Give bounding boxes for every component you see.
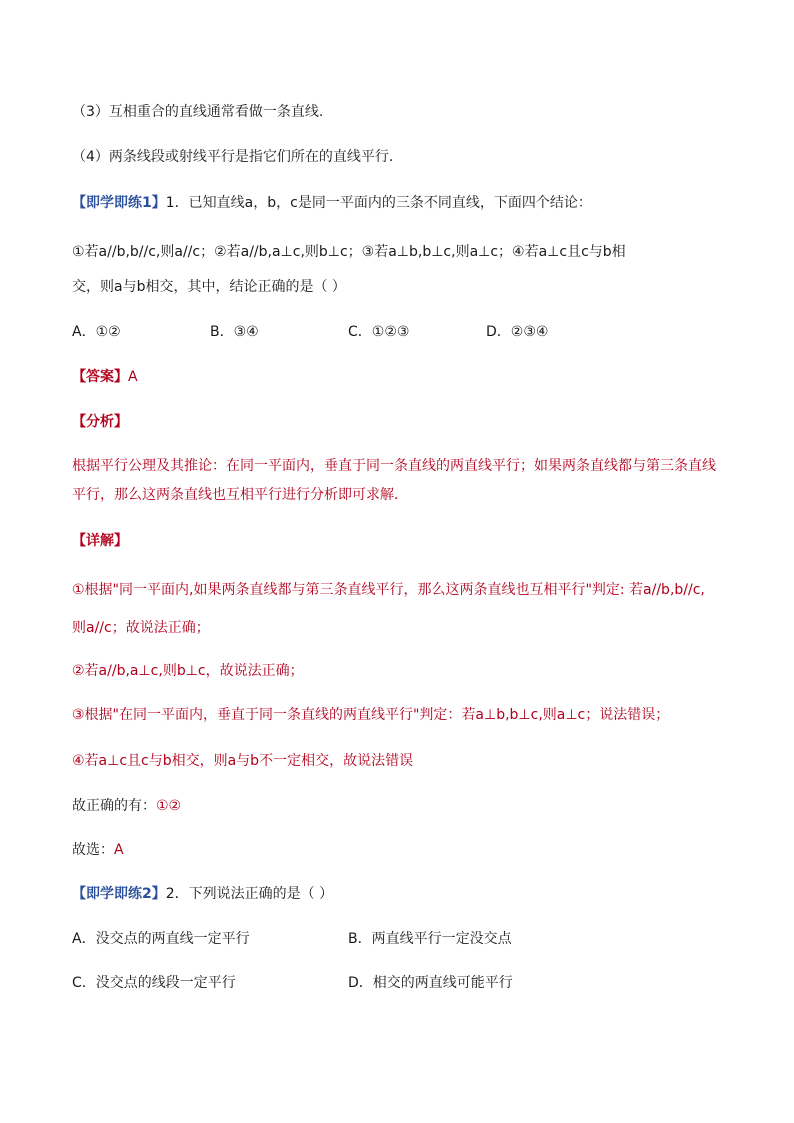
q1-tag: 【即学即练1】 [72, 195, 166, 211]
answer-value: A [128, 369, 138, 385]
q1-option-a: A．①② [72, 324, 121, 340]
note-line-3: （3）互相重合的直线通常看做一条直线. [72, 104, 324, 120]
q1-conditions-line2: 交，则a与b相交，其中，结论正确的是（ ） [72, 279, 346, 295]
q1-option-b: B．③④ [210, 324, 259, 340]
q2-option-d: D．相交的两直线可能平行 [348, 975, 513, 991]
choose-prefix: 故选： [72, 842, 114, 858]
detail-line4: ③根据"在同一平面内，垂直于同一条直线的两直线平行"判定：若a⊥b,b⊥c,则a⊥c；说法错误； [72, 707, 670, 723]
detail-line5: ④若a⊥c且c与b相交，则a与b不一定相交，故说法错误 [72, 753, 414, 769]
analysis-line2: 平行，那么这两条直线也互相平行进行分析即可求解． [72, 487, 408, 503]
q2-header [72, 884, 333, 904]
analysis-tag: 【分析】 [72, 414, 128, 430]
q2-tag: 【即学即练2】 [72, 886, 166, 902]
answer-line [72, 367, 138, 387]
correct-prefix: 故正确的有： [72, 798, 156, 814]
q1-header [72, 193, 592, 213]
answer-tag: 【答案】 [72, 369, 128, 385]
q1-option-c: C．①②③ [348, 324, 410, 340]
correct-line [72, 796, 181, 816]
detail-line2: 则a//c；故说法正确； [72, 620, 210, 636]
note-line-4: （4）两条线段或射线平行是指它们所在的直线平行. [72, 149, 394, 165]
q1-conditions-line1: ①若a//b,b//c,则a//c；②若a//b,a⊥c,则b⊥c；③若a⊥b,b⊥c,则a⊥c；④若a⊥c且c与b相 [72, 244, 626, 260]
detail-line3: ②若a//b,a⊥c,则b⊥c，故说法正确； [72, 663, 304, 679]
q2-option-a: A．没交点的两直线一定平行 [72, 931, 250, 947]
q2-option-c: C．没交点的线段一定平行 [72, 975, 236, 991]
analysis-line1: 根据平行公理及其推论：在同一平面内，垂直于同一条直线的两直线平行；如果两条直线都与第三条直线 [72, 458, 716, 474]
choose-line [72, 840, 124, 860]
correct-value: ①② [156, 798, 182, 814]
detail-line1: ①根据"同一平面内,如果两条直线都与第三条直线平行，那么这两条直线也互相平行"判定: 若a//b,b//c, [72, 582, 705, 598]
q1-option-d: D．②③④ [486, 324, 549, 340]
q2-stem: 2．下列说法正确的是（ ） [165, 886, 334, 902]
detail-tag: 【详解】 [72, 533, 128, 549]
choose-value: A [114, 842, 124, 858]
q1-stem: 1．已知直线a，b，c是同一平面内的三条不同直线，下面四个结论： [165, 195, 592, 211]
q2-option-b: B．两直线平行一定没交点 [348, 931, 512, 947]
